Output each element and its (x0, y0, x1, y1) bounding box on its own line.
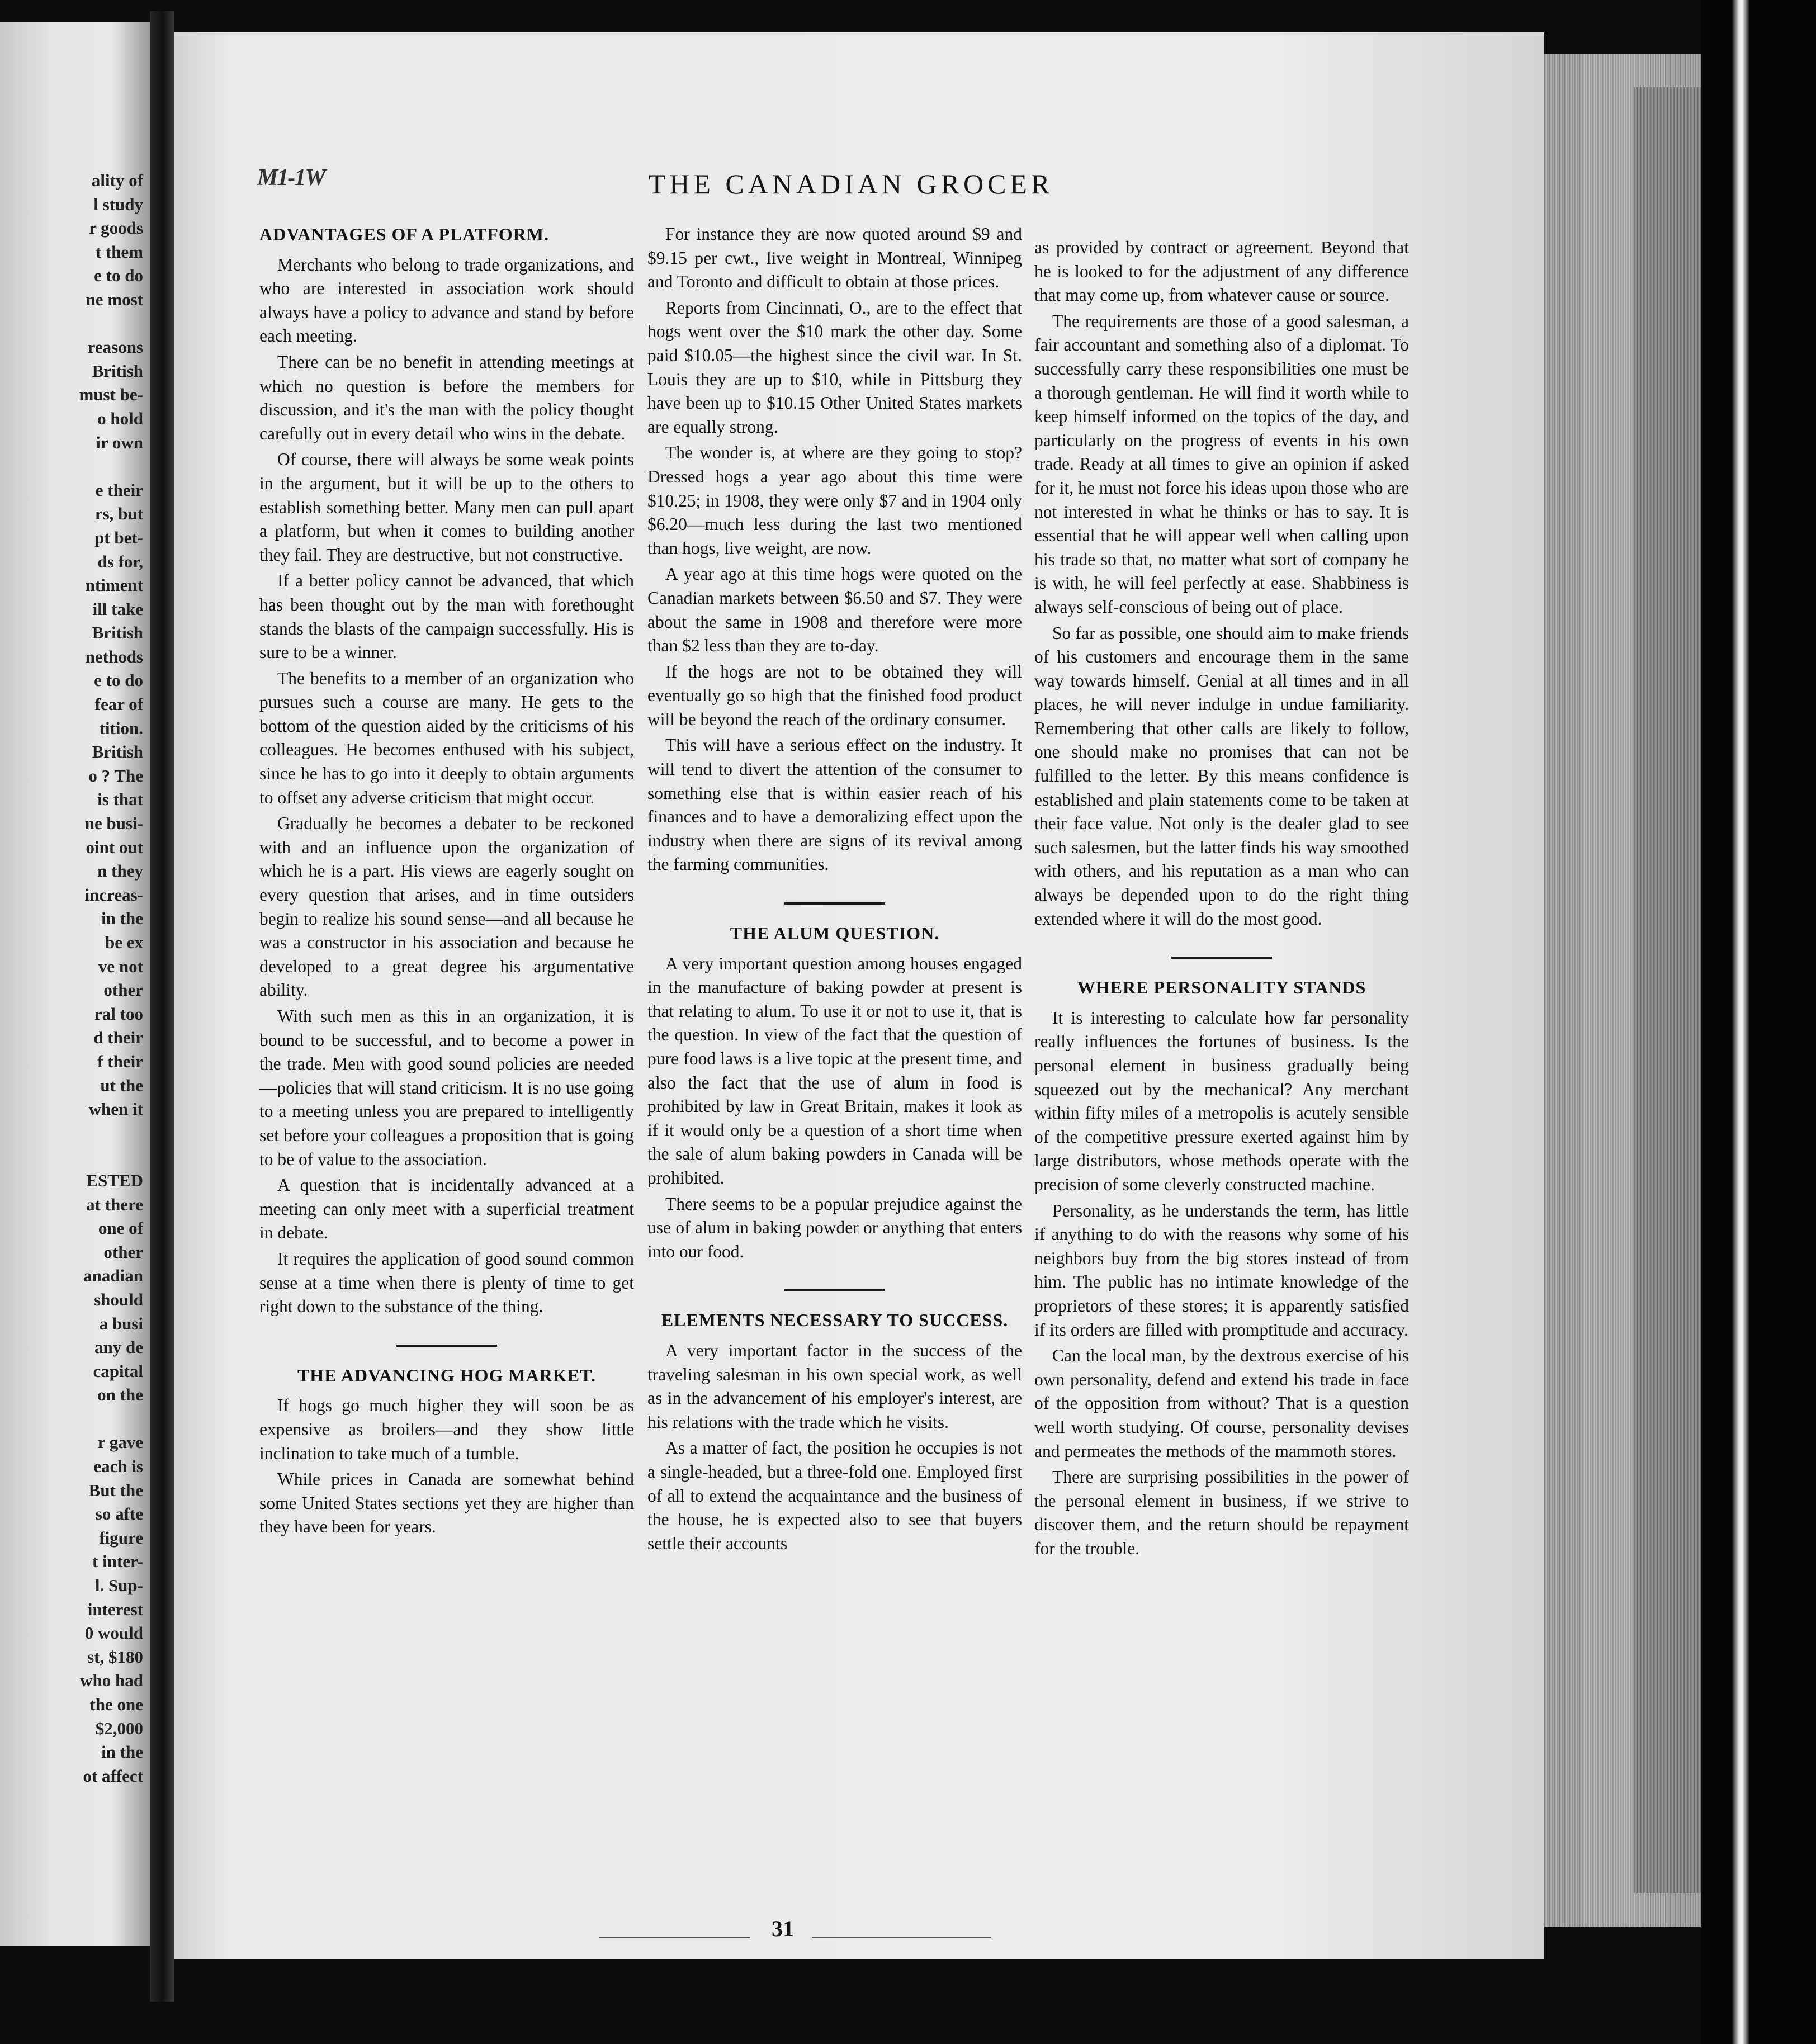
fragment-line (20, 1407, 143, 1431)
book-binding (1701, 0, 1816, 2044)
page-block-edges (1544, 54, 1701, 1927)
fragment-line: must be- (79, 385, 143, 405)
fragment-line (20, 312, 143, 336)
fragment-line: anadian (83, 1266, 143, 1286)
previous-page (0, 22, 150, 1946)
heading-alum-question: THE ALUM QUESTION. (730, 923, 940, 944)
fragment-line: British (92, 623, 143, 643)
fragment-line: one of (98, 1218, 143, 1238)
handwritten-mark: M1-1W (257, 165, 325, 191)
paragraph: For instance they are now quoted around $9 and $9.15 per cwt., live weight in Montreal, Winnipeg and Toronto and difficult to obtain at those prices. (647, 224, 1022, 292)
fragment-line: a busi (99, 1313, 143, 1333)
fragment-line: at there (86, 1194, 143, 1214)
fragment-line: be ex (105, 933, 143, 952)
paragraph: Merchants who belong to trade organizations, and who are interested in association work should always have a policy to advance and stand by before each meeting. (259, 254, 634, 346)
paragraph: This will have a serious effect on the industry. It will tend to divert the attention of the consumer to something else that is within easier reach of his finances and to have a demoralizing effect upon the industry when there are signs of its revival among the farming communities. (647, 735, 1022, 874)
paragraph: The benefits to a member of an organization who pursues such a course are many. He gets to the bottom of the question aided by the criticisms of his colleagues. He becomes enthused with his subject, since he has to go into it deeply to obtain arguments to offset any adverse criticism that might occur. (259, 668, 634, 807)
paragraph: While prices in Canada are somewhat behind some United States sections yet they are higher than they have been for years. (259, 1469, 634, 1537)
footer-rule-left (599, 1937, 750, 1938)
fragment-line: e their (95, 480, 143, 500)
paragraph: It requires the application of good sound common sense at a time when there is plenty of time to get right down to the substance of the thing. (259, 1248, 634, 1317)
fragment-line: reasons (87, 337, 143, 357)
fragment-line: capital (93, 1361, 143, 1381)
fragment-line: British (92, 361, 143, 381)
fragment-line: tition. (99, 718, 143, 738)
fragment-line: oint out (86, 837, 143, 857)
paragraph: A very important question among houses engaged in the manufacture of baking powder at present is that relating to alum. To use it or not to use it, that is the question. In view of the fact that the question of pure food laws is a live topic at the present time, and also the fact that the use of alum in food is prohibited by law in Great Britain, makes it look as if it would only be a question of a short time when the sale of alum baking powders in Canada will be prohibited. (647, 953, 1022, 1187)
paragraph: If the hogs are not to be obtained they will eventually go so high that the finished food product will be beyond the reach of the ordinary consumer. (647, 661, 1022, 729)
fragment-line (20, 1145, 143, 1169)
fragment-line: ntiment (85, 575, 143, 595)
fragment-line: ESTED (86, 1170, 143, 1190)
paragraph: as provided by contract or agreement. Beyond that he is looked to for the adjustment of any difference that may come up, from whatever cause or source. (1034, 238, 1409, 305)
paragraph: The wonder is, at where are they going to stop? Dressed hogs a year ago about this time were $10.25; in 1908, they were only $7 and in 1904 only $6.20—much less during the last two mentioned than hogs, live weight, are now. (647, 443, 1022, 558)
fragment-line: ral too (94, 1004, 143, 1024)
paragraph: As a matter of fact, the position he occupies is not a single-headed, but a three-fold one. Employed first of all to extend the acquaintance and the business of the house, he is expected also to see that buyers settle their accounts (647, 1438, 1022, 1553)
fragment-line: rs, but (94, 504, 143, 524)
footer-rule-right (812, 1937, 991, 1938)
paragraph: A very important factor in the success of the traveling salesman in his own special work, as well as in the advancement of his employer's interest, are his relations with the trade which he visits. (647, 1340, 1022, 1432)
fragment-line (20, 1122, 143, 1146)
book-gutter (150, 11, 174, 2002)
fragment-line: ir own (96, 432, 143, 452)
fragment-line: each is (93, 1456, 143, 1477)
fragment-line: in the (101, 1742, 143, 1762)
fragment-line: so afte (95, 1504, 143, 1524)
paragraph: Gradually he becomes a debater to be reckoned with and an influence upon the organization of which he is a part. His views are eagerly sought on every question that arises, and in time outsiders begin to realize his sound sense—and all because he was a constructor in his association and because he developed to a great degree his argumentative ability. (259, 813, 634, 1000)
paragraph: With such men as this in an organization, it is bound to be successful, and to become a power in the trade. Men with good sound policies are needed—policies that will stand criticism. It is no use going to a meeting unless you are prepared to intelligently set before your colleagues a proposition that is going to be of value to the association. (259, 1006, 634, 1169)
paragraph: So far as possible, one should aim to make friends of his customers and encourage them in the same way towards himself. Genial at all times and in all places, he will never indulge in undue familiarity. Remembering that other calls are likely to follow, one should make no promises that can not be fulfilled to the letter. By this means confidence is established and plain statements come to be taken at their face value. Not only is the dealer glad to see such salesmen, but the latter finds his way smoothed with others, and his reputation as a man who can always be depended upon to do the right thing extended where it will do the most good. (1034, 623, 1409, 929)
heading-advantages-of-a-platform: ADVANTAGES OF A PLATFORM. (259, 224, 550, 244)
fragment-line: ality of (91, 171, 143, 190)
section-divider (396, 1345, 497, 1347)
fragment-line: r goods (89, 218, 143, 238)
fragment-line: st, $180 (87, 1646, 143, 1667)
paragraph: The requirements are those of a good salesman, a fair accountant and something also of a diplomat. To successfully carry these responsibilities one must be a thorough gentleman. He will find it worth while to keep himself informed on the topics of the day, and particularly on the progress of events in his own trade. Ready at all times to give an opinion if asked for it, he must not force his ideas upon those who are not interested in what he thinks or has to say. It is essential that he will appear well when calling upon his trade so that, no matter what sort of company he is with, he will feel perfectly at ease. Shabbiness is always self-conscious of being out of place. (1034, 311, 1409, 617)
running-head: THE CANADIAN GROCER (648, 168, 1054, 200)
fragment-line: n they (97, 861, 143, 881)
fragment-line: ds for, (97, 551, 143, 571)
paragraph: Reports from Cincinnati, O., are to the effect that hogs went over the $10 mark the other day. Some paid $10.05—the highest since the civil war. In St. Louis they are up to $10, while in Pittsburg they have been up to $10.15 Other United States markets are equally strong. (647, 297, 1022, 437)
fragment-line: figure (99, 1527, 143, 1548)
fragment-line: increas- (84, 884, 143, 905)
fragment-line: l. Sup- (94, 1575, 143, 1596)
fragment-line (20, 455, 143, 479)
page-number: 31 (772, 1916, 794, 1941)
paragraph: A question that is incidentally advanced at a meeting can only meet with a superficial treatment in debate. (259, 1175, 634, 1243)
paragraph: It is interesting to calculate how far personality really influences the fortunes of business. Is the personal element in business gradually being squeezed out by the mechanical? Any merchant within fifty miles of a metropolis is acutely sensible of the competitive pressure exerted against him by large distributors, whose methods operate with the precision of some cleverly constructed machine. (1034, 1007, 1409, 1194)
column-1 (259, 223, 634, 1539)
fragment-line: interest (87, 1599, 143, 1619)
fragment-line: British (92, 742, 143, 762)
fragment-line: fear of (94, 694, 143, 715)
paragraph: Of course, there will always be some weak points in the argument, but it will be up to the others to establish something better. Many men can pull apart a platform, but when it comes to building another they fail. They are destructive, but not constructive. (259, 450, 634, 565)
fragment-line: ne busi- (84, 813, 143, 834)
fragment-line: $2,000 (95, 1718, 143, 1738)
section-divider (1171, 957, 1272, 959)
paragraph: A year ago at this time hogs were quoted on the Canadian markets between $6.50 and $7. They were about the same in 1908 and therefore were more than $2 less than they are to-day. (647, 564, 1022, 656)
fragment-line: d their (93, 1028, 143, 1048)
fragment-line: o ? The (88, 765, 143, 786)
fragment-line: e to do (94, 266, 143, 286)
fragment-line: ut the (100, 1075, 143, 1095)
fragment-line: pt bet- (94, 527, 143, 547)
section-divider (784, 1289, 885, 1291)
fragment-line: o hold (97, 408, 143, 428)
column-3 (1034, 236, 1409, 1560)
paragraph: There are surprising possibilities in the power of the personal element in business, if we strive to discover them, and the return should be repayment for the trouble. (1034, 1467, 1409, 1558)
fragment-line: ve not (98, 956, 143, 976)
section-divider (784, 902, 885, 905)
fragment-line: But the (88, 1480, 143, 1500)
fragment-line: ot affect (83, 1766, 143, 1786)
fragment-line: ill take (92, 599, 143, 619)
previous-page-text-fragments (20, 169, 143, 1788)
fragment-line: e to do (94, 670, 143, 690)
fragment-line: when it (88, 1099, 143, 1119)
fragment-line: in the (101, 909, 143, 929)
fragment-line: 0 would (84, 1623, 143, 1643)
heading-advancing-hog-market: THE ADVANCING HOG MARKET. (297, 1365, 597, 1385)
fragment-line: f their (97, 1051, 143, 1071)
paragraph: There seems to be a popular prejudice against the use of alum in baking powder or anything that enters into our food. (647, 1194, 1022, 1261)
fragment-line: t inter- (92, 1551, 143, 1572)
fragment-line: any de (94, 1337, 143, 1357)
fragment-line: other (103, 980, 143, 1000)
fragment-line: the one (89, 1695, 143, 1714)
paragraph: Personality, as he understands the term, has little if anything to do with the reasons why some of his neighbors buy from the big stores instead of from him. The public has no intimate knowledge of the proprietors of these stores; it is apparently satisfied if its orders are filled with promptitude and accuracy. (1034, 1200, 1409, 1340)
fragment-line: other (103, 1242, 143, 1262)
magazine-page (174, 32, 1544, 1959)
paragraph: There can be no benefit in attending meetings at which no question is before the members for discussion, and it's the man with the policy thought carefully out in every detail who wins in the debate. (259, 352, 634, 443)
fragment-line: t them (95, 242, 143, 262)
heading-elements-necessary-to-success: ELEMENTS NECESSARY TO SUCCESS. (661, 1310, 1009, 1331)
fragment-line: is that (97, 789, 143, 810)
fragment-line: who had (80, 1671, 143, 1691)
paragraph: If hogs go much higher they will soon be as expensive as broilers—and they show little inclination to take much of a tumble. (259, 1395, 634, 1463)
fragment-line: r gave (97, 1432, 143, 1452)
fragment-line: nethods (85, 646, 143, 666)
paragraph: Can the local man, by the dextrous exercise of his own personality, defend and extend his trade in face of the opposition from without? That is a question well worth studying. Of course, personality devises and permeates the methods of the mammoth stores. (1034, 1346, 1409, 1461)
heading-where-personality-stands: WHERE PERSONALITY STANDS (1077, 977, 1366, 998)
paragraph: If a better policy cannot be advanced, that which has been thought out by the man with forethought stands the blasts of the campaign successfully. His is sure to be a winner. (259, 571, 634, 663)
fragment-line: l study (93, 194, 143, 214)
fragment-line: on the (97, 1385, 143, 1405)
fragment-line: ne most (86, 289, 143, 309)
column-2 (647, 223, 1022, 1555)
fragment-line: should (94, 1289, 143, 1309)
